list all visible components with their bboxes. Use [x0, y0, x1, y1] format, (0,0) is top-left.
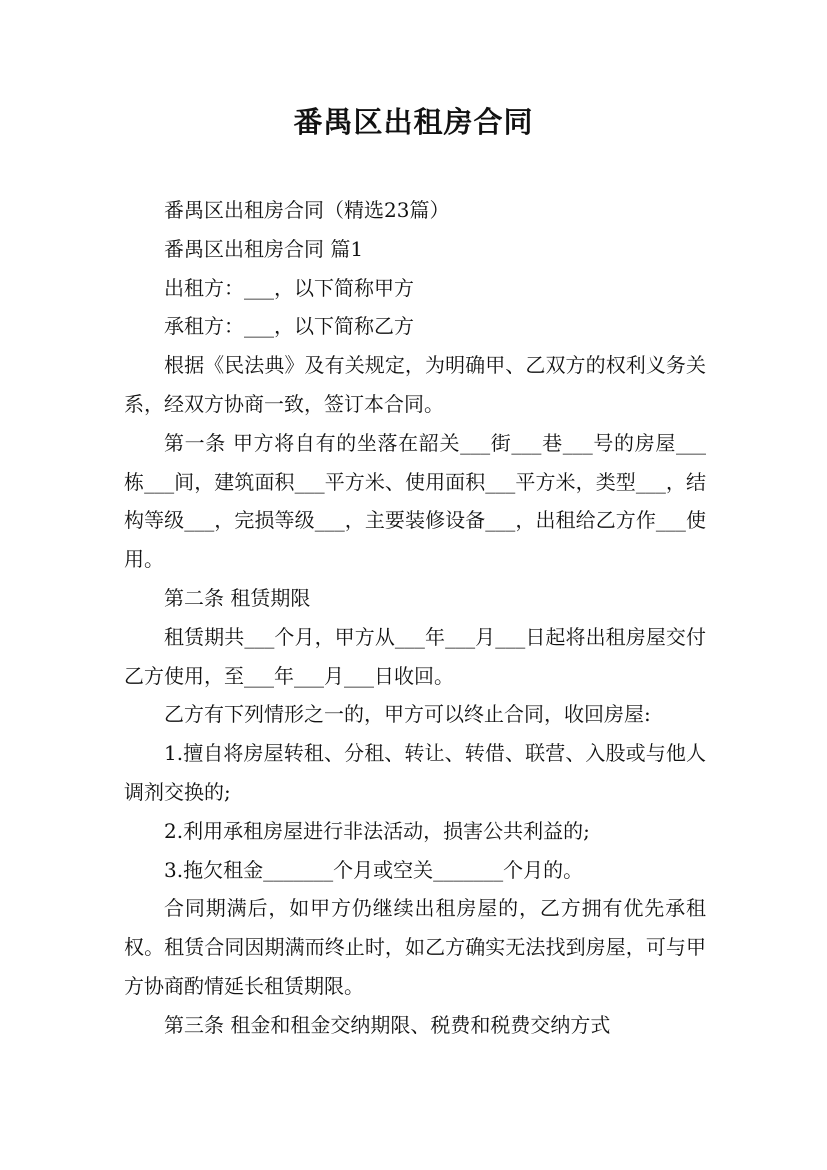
paragraph: 番禺区出租房合同 篇1: [164, 236, 364, 261]
paragraph: 3.拖欠租金_______个月或空关_______个月的。: [164, 857, 584, 882]
paragraph: 租赁期共___个月，甲方从___年___月___日起将出租房屋交付乙方使用，至___年___月___日收回。: [124, 624, 706, 688]
paragraph: 第一条 甲方将自有的坐落在韶关___街___巷___号的房屋___栋___间，建筑面积___平方米、使用面积___平方米，类型___，结构等级___，完损等级___，主要装修设备___，出租给乙方作___使用。: [124, 430, 706, 572]
document-title: 番禺区出租房合同: [293, 105, 534, 139]
paragraph: 承租方：___，以下简称乙方: [164, 314, 414, 339]
paragraph: 第二条 租赁期限: [164, 585, 311, 610]
paragraph: 根据《民法典》及有关规定，为明确甲、乙双方的权利义务关系，经双方协商一致，签订本合同。: [124, 353, 706, 416]
paragraph: 2.利用承租房屋进行非法活动，损害公共利益的;: [164, 818, 590, 843]
paragraph: 1.擅自将房屋转租、分租、转让、转借、联营、入股或与他人调剂交换的;: [124, 741, 706, 804]
paragraph: 合同期满后，如甲方仍继续出租房屋的，乙方拥有优先承租权。租赁合同因期满而终止时，如乙方确实无法找到房屋，可与甲方协商酌情延长租赁期限。: [124, 896, 706, 998]
paragraph: 乙方有下列情形之一的，甲方可以终止合同，收回房屋:: [164, 702, 651, 727]
paragraph: 出租方：___，以下简称甲方: [164, 275, 414, 300]
paragraph: 番禺区出租房合同（精选23篇）: [164, 198, 450, 222]
document-body: [124, 191, 706, 1045]
paragraph: 第三条 租金和租金交纳期限、税费和税费交纳方式: [164, 1012, 611, 1037]
